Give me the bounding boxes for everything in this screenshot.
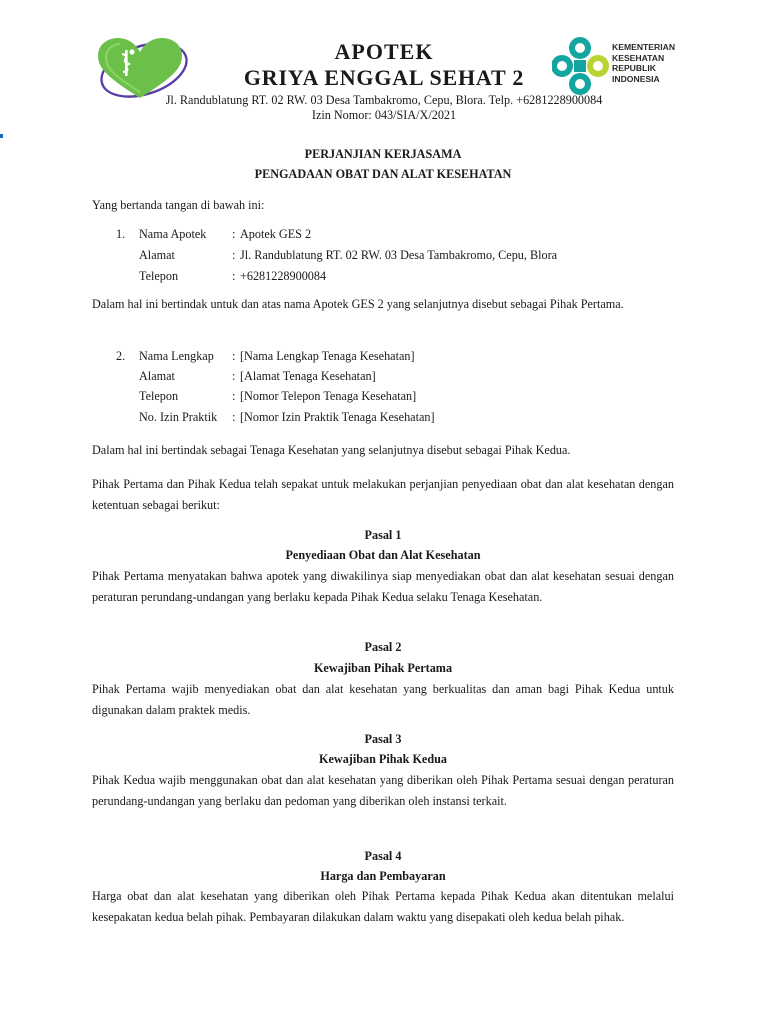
field-separator: :	[232, 227, 236, 241]
article-title: Penyediaan Obat dan Alat Kesehatan	[285, 548, 481, 562]
kemenkes-line: KESEHATAN	[612, 52, 665, 63]
document-heading: PERJANJIAN KERJASAMA	[304, 147, 462, 161]
field-value: [Alamat Tenaga Kesehatan]	[240, 369, 376, 383]
letterhead-address: Jl. Randublatung RT. 02 RW. 03 Desa Tambakromo, Cepu, Blora. Telp. +6281228900084	[165, 93, 603, 107]
field-label: Nama Apotek	[139, 227, 207, 241]
article-body: Pihak Pertama wajib menyediakan obat dan alat kesehatan yang berkualitas dan aman bagi Pihak Kedua untuk digunakan dalam praktek medis.	[92, 682, 674, 717]
field-label: Telepon	[139, 389, 179, 403]
field-separator: :	[232, 369, 236, 383]
agreement-text: Pihak Pertama dan Pihak Kedua telah sepakat untuk melakukan perjanjian penyediaan obat dan alat kesehatan dengan ketentuan sebagai berikut:	[92, 477, 674, 512]
field-label: Alamat	[139, 248, 175, 262]
kemenkes-line: INDONESIA	[612, 73, 660, 84]
field-value: [Nama Lengkap Tenaga Kesehatan]	[240, 349, 415, 363]
article-title: Kewajiban Pihak Pertama	[313, 661, 453, 675]
article-number: Pasal 4	[364, 849, 402, 863]
field-separator: :	[232, 389, 236, 403]
field-label: Telepon	[139, 269, 179, 283]
field-value: [Nomor Telepon Tenaga Kesehatan]	[240, 389, 417, 403]
party2-number: 2.	[116, 349, 126, 363]
article-number: Pasal 2	[364, 640, 402, 654]
party1-description: Dalam hal ini bertindak untuk dan atas nama Apotek GES 2 yang selanjutnya disebut sebagai Pihak Pertama.	[92, 297, 624, 311]
article-body: Pihak Kedua wajib menggunakan obat dan alat kesehatan yang diberikan oleh Pihak Pertama sesuai dengan peraturan perundang-undangan yang berlaku dan pedoman yang diberikan oleh instansi terkait.	[92, 773, 674, 808]
article-body: Harga obat dan alat kesehatan yang diberikan oleh Pihak Pertama kepada Pihak Kedua akan ditentukan melalui kesepakatan kedua belah pihak. Pembayaran dilakukan dalam waktu yang disepakati oleh kedua belah pihak.	[92, 889, 674, 924]
letterhead-title: APOTEK	[334, 39, 434, 64]
article-number: Pasal 1	[364, 528, 402, 542]
field-label: Nama Lengkap	[139, 349, 214, 363]
field-value: +6281228900084	[240, 269, 327, 283]
field-value: Jl. Randublatung RT. 02 RW. 03 Desa Tambakromo, Cepu, Blora	[240, 248, 558, 262]
article-title: Harga dan Pembayaran	[320, 869, 446, 883]
field-label: No. Izin Praktik	[139, 410, 218, 424]
article-body: Pihak Pertama menyatakan bahwa apotek yang diwakilinya siap menyediakan obat dan alat kesehatan sesuai dengan peraturan perundang-undangan yang berlaku kepada Pihak Kedua selaku Tenaga Kesehatan.	[92, 569, 674, 604]
document-subheading: PENGADAAN OBAT DAN ALAT KESEHATAN	[254, 167, 512, 181]
party2-description: Dalam hal ini bertindak sebagai Tenaga Kesehatan yang selanjutnya disebut sebagai Pihak Kedua.	[92, 443, 571, 457]
margin-marker	[0, 134, 3, 138]
field-separator: :	[232, 248, 236, 262]
party1-number: 1.	[116, 227, 126, 241]
letterhead-subtitle: GRIYA ENGGAL SEHAT 2	[243, 65, 525, 90]
intro-text: Yang bertanda tangan di bawah ini:	[92, 198, 265, 212]
article-title: Kewajiban Pihak Kedua	[319, 752, 447, 766]
kemenkes-line: KEMENTERIAN	[612, 42, 676, 52]
field-label: Alamat	[139, 369, 175, 383]
letterhead-permit: Izin Nomor: 043/SIA/X/2021	[311, 108, 457, 122]
field-separator: :	[232, 269, 236, 283]
field-value: Apotek GES 2	[240, 227, 312, 241]
article-number: Pasal 3	[364, 732, 402, 746]
field-separator: :	[232, 349, 236, 363]
field-value: [Nomor Izin Praktik Tenaga Kesehatan]	[240, 410, 435, 424]
field-separator: :	[232, 410, 236, 424]
kemenkes-line: REPUBLIK	[612, 63, 656, 73]
